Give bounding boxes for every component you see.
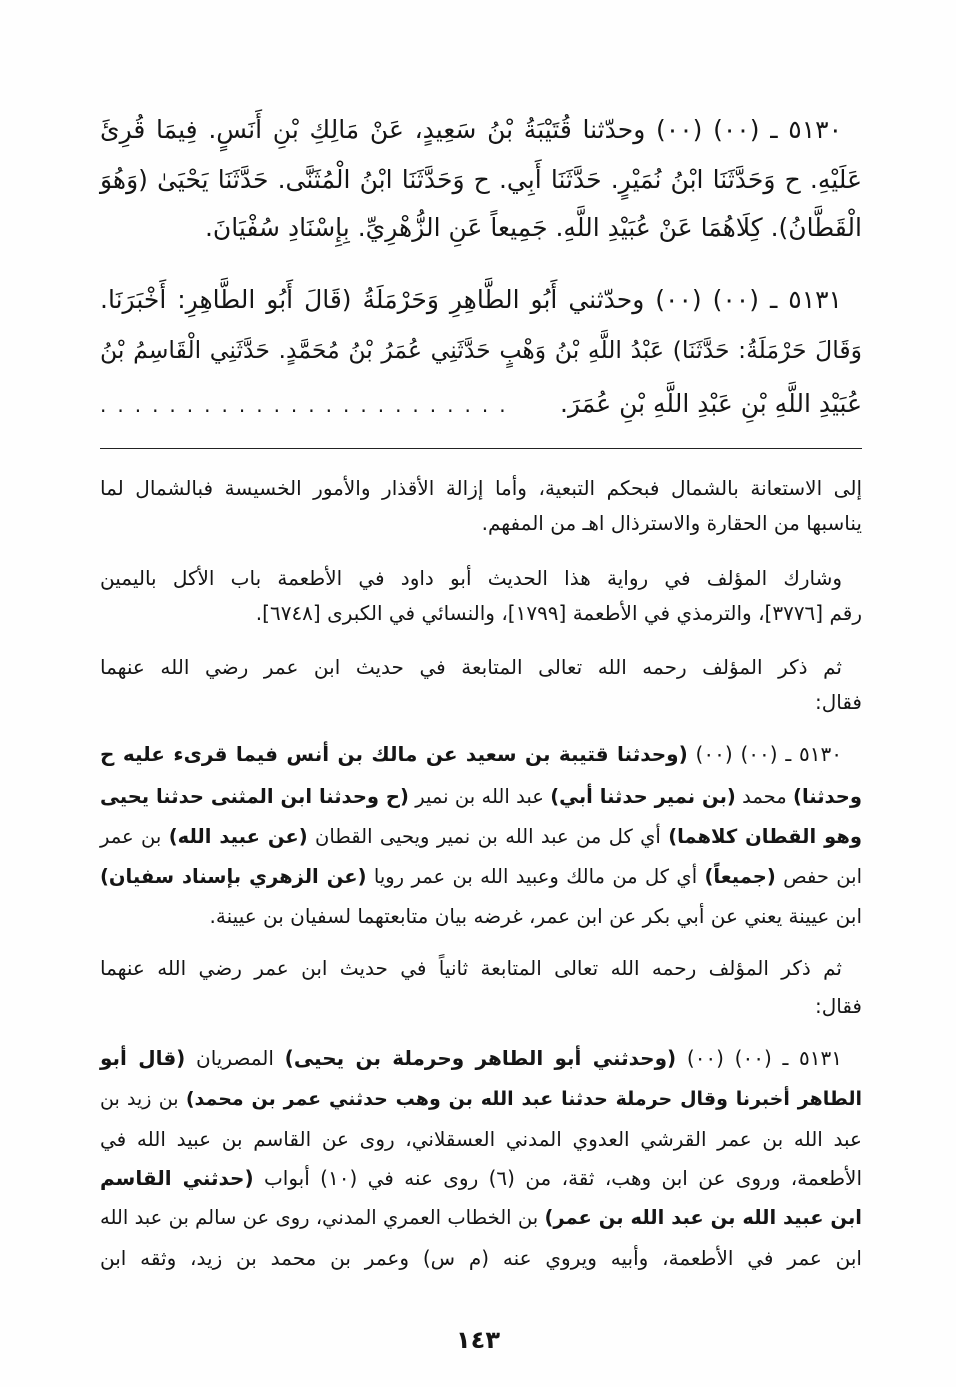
quoted-text-segment: (قال أبو: [100, 1046, 186, 1070]
hadith-5131-line-3-text: عُبَيْدِ اللَّهِ بْنِ عَبْدِ اللَّهِ بْنِ عُمَرَ.: [560, 389, 862, 418]
text-segment: ابن حفص: [775, 865, 862, 888]
text-segment: ٥١٣١ ـ (٠٠) (٠٠): [676, 1046, 843, 1070]
quoted-text-segment: (جميعاً): [704, 865, 776, 888]
text-segment: ابن عيينة يعني عن أبي بكر عن ابن عمر، غرضه بيان متابعتهما لسفيان بن عيينة.: [209, 904, 862, 928]
hadith-5130-line-3: الْقَطَّانُ). كِلَاهُمَا عَنْ عُبَيْدِ اللَّهِ. جَمِيعاً عَنِ الزُّهْرِيِّ. بِإِسْنَادِ سُفْيَانَ.: [204, 213, 862, 242]
quoted-text-segment: (بن نمير حدثنا أبي): [550, 785, 736, 808]
explain-5131-line-3: [100, 1122, 862, 1156]
text-segment: أي كل من مالك وعبيد الله بن عمر رويا: [366, 865, 705, 888]
prev-note-line-2: يناسبها من الحقارة والاسترذال اهـ من المفهم.: [481, 511, 862, 535]
text-segment: ابن عمر في الأطعمة، وأبيه ويروي عنه (م س) وعمر بن محمد بن زيد، وثقه ابن: [100, 1246, 862, 1270]
sharing-note-line-1: وشارك المؤلف في رواية هذا الحديث أبو داود في الأطعمة باب الأكل باليمين: [100, 566, 842, 590]
intro-5131-line-2: فقال:: [814, 994, 862, 1018]
text-segment: عبد الله بن عمر القرشي العدوي المدني العسقلاني، روى عن القاسم بن عبيد الله في: [100, 1127, 862, 1151]
quoted-text-segment: (عن الزهري بإسناد سفيان): [100, 865, 367, 888]
hadith-5131-line-3: [100, 384, 862, 425]
footnote-separator: [100, 448, 862, 449]
quoted-text-segment: الطاهر أخبرنا وقال حرملة حدثنا عبد الله بن وهب حدثني عمر بن محمد): [185, 1088, 862, 1110]
page-number: ١٤٣: [456, 1326, 500, 1354]
dotted-leader: ........................: [100, 393, 517, 417]
sharing-note-line-2: رقم [٣٧٧٦]، والترمذي في الأطعمة [١٧٩٩]، والنسائي في الكبرى [٦٧٤٨].: [255, 601, 862, 625]
quoted-text-segment: (حدثني القاسم: [100, 1166, 254, 1190]
hadith-5130-line-2: عَلَيْهِ. ح وَحَدَّثَنَا ابْنُ نُمَيْرٍ. حَدَّثَنَا أَبِي. ح وَحَدَّثَنَا ابْنُ الْمُثَنَّى. حَدَّثَنَا يَحْيَىٰ (وَهُوَ: [100, 165, 862, 194]
quoted-text-segment: وهو القطان كلاهما): [668, 825, 862, 848]
quoted-text-segment: وحدثنا): [793, 785, 862, 808]
explain-5131-line-4: [100, 1161, 862, 1195]
text-segment: الأطعمة، وروى عن ابن وهب، ثقة، من (٦) روى عنه في (١٠) أبواب: [253, 1166, 863, 1190]
text-segment: محمد: [735, 785, 794, 808]
explain-5130-line-2: [100, 780, 862, 814]
intro-5131-line-1: ثم ذكر المؤلف رحمه الله تعالى المتابعة ثانياً في حديث ابن عمر رضي الله عنهما: [100, 956, 842, 980]
explain-5130-line-4: [100, 860, 862, 894]
explain-5130-line-5: [100, 899, 862, 933]
explain-5131-line-1: [100, 1041, 862, 1075]
quoted-text-segment: ابن عبيد الله بن عبد الله بن عمر): [544, 1206, 862, 1229]
text-segment: بن الخطاب العمري المدني، روى عن سالم بن عبد الله: [100, 1206, 545, 1229]
text-segment: ٥١٣٠ ـ (٠٠) (٠٠): [687, 742, 842, 766]
quoted-text-segment: (عن عبيد الله): [168, 825, 308, 848]
intro-5130-line-1: ثم ذكر المؤلف رحمه الله تعالى المتابعة في حديث ابن عمر رضي الله عنهما: [100, 655, 842, 679]
text-segment: عبد الله بن نمير: [408, 785, 551, 808]
text-segment: المصريان: [185, 1046, 285, 1070]
explain-5131-line-2: [100, 1082, 862, 1116]
hadith-5131-line-2: وَقَالَ حَرْمَلَةُ: حَدَّثَنَا) عَبْدُ اللَّهِ بْنُ وَهْبٍ حَدَّثَنِي عُمَرُ بْنُ مُحَمَّدٍ. حَدَّثَنِي الْقَاسِمُ بْنُ: [100, 336, 862, 364]
explain-5130-line-3: [100, 820, 862, 854]
text-segment: بن زيد بن: [100, 1088, 186, 1110]
explain-5130-line-1: [100, 737, 862, 771]
quoted-text-segment: (وحدثنا قتيبة بن سعيد عن مالك بن أنس فيما قرىء عليه ح: [100, 742, 688, 766]
hadith-5130-line-1: ٥١٣٠ ـ (٠٠) (٠٠) وحدّثنا قُتَيْبَةُ بْنُ سَعِيدٍ، عَنْ مَالِكِ بْنِ أَنَسٍ. فِيمَا قُرِئَ: [100, 115, 842, 144]
quoted-text-segment: (ح وحدثنا ابن المثنى حدثنا يحيى: [100, 785, 409, 808]
prev-note-line-1: إلى الاستعانة بالشمال فبحكم التبعية، وأما إزالة الأقذار والأمور الخسيسة فبالشمال لما: [100, 476, 862, 500]
text-segment: أي كل من عبد الله بن نمير ويحيى القطان: [307, 825, 669, 848]
hadith-5131-line-1: ٥١٣١ ـ (٠٠) (٠٠) وحدّثني أَبُو الطَّاهِرِ وَحَرْمَلَةُ (قَالَ أَبُو الطَّاهِرِ: أَخْبَرَنَا.: [100, 285, 842, 314]
quoted-text-segment: (وحدثني أبو الطاهر وحرملة بن يحيى): [284, 1046, 677, 1070]
text-segment: بن عمر: [100, 825, 169, 848]
explain-5131-line-6: [100, 1241, 862, 1275]
explain-5131-line-5: [100, 1201, 862, 1235]
intro-5130-line-2: فقال:: [814, 690, 862, 714]
